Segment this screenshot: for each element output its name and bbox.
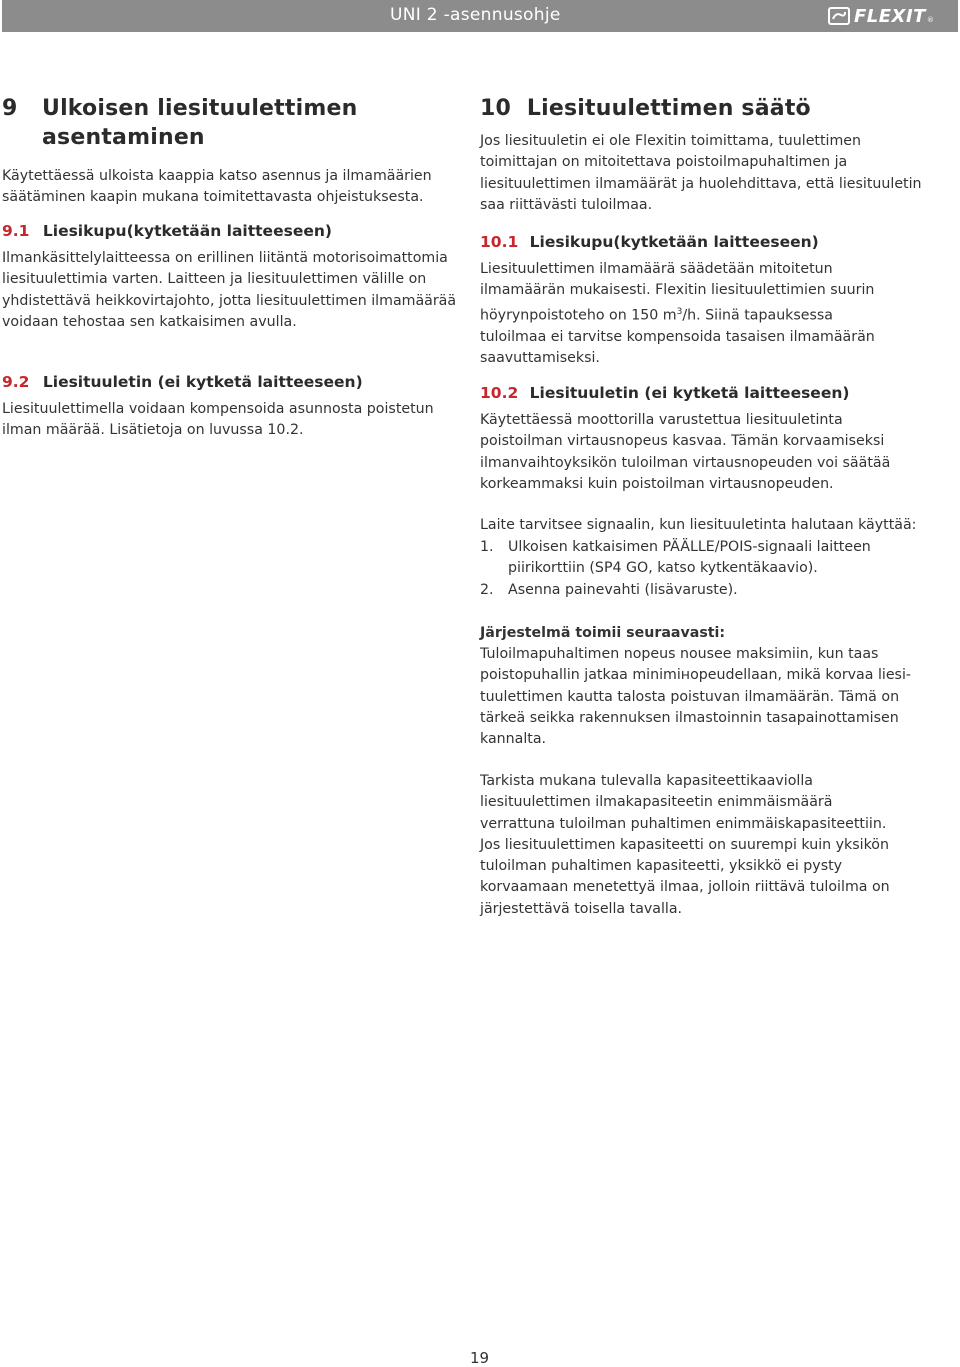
- signal-steps-list: [480, 537, 920, 601]
- section-10-2-number: 10.2: [480, 384, 519, 402]
- section-10-1-text: [480, 259, 900, 369]
- section-9-2-title: Liesituuletin (ei kytketä laitteeseen): [42, 373, 363, 391]
- section-9-intro: Käytettäessä ulkoista kaappia katso asennus ja ilmamäärien säätäminen kaapin mukana toimitettavasta ohjeistuksesta.: [2, 168, 432, 206]
- section-10-2-text: Käytettäessä moottorilla varustettua liesituuletinta poistoilman virtausnopeus kasvaa. Tämän korvaamiseksi ilmanvaihtoyksikön tuloilman virtausnopeuden voi säätää korkeammaksi kuin poistoilman virtausnopeuden.: [480, 412, 891, 492]
- logo-text: FLEXIT: [854, 5, 926, 27]
- section-10-intro: Jos liesituuletin ei ole Flexitin toimittama, tuulettimen toimittajan on mitoitettava poistoilmapuhaltimen ja liesituulettimen ilmamäärät ja huolehdittava, että liesituuletin saa riittävästi tuloilmaa.: [480, 133, 922, 213]
- section-9-2-number: 9.2: [2, 373, 30, 391]
- section-9-number: 9: [2, 96, 18, 121]
- list-item-number: 1.: [480, 539, 494, 555]
- page-header: [2, 0, 958, 32]
- section-9-2-text: Liesituulettimella voidaan kompensoida asunnosta poistetun ilman määrää. Lisätietoja on luvussa 10.2.: [2, 401, 434, 439]
- logo-registered-mark: ®: [926, 16, 934, 24]
- list-item: [480, 537, 920, 580]
- section-10-2-title: Liesituuletin (ei kytketä laitteeseen): [529, 384, 850, 402]
- section-9-1-text: Ilmankäsittelylaitteessa on erillinen liitäntä motorisoimattomia liesituulettimia varten. Laitteen ja liesituulettimen välille on yhdistettävä heikkovirtajohto, jotta liesituulettimen ilmamäärää voidaan tehostaa sen katkaisimen avulla.: [2, 250, 457, 330]
- section-10-1-text-b: /h. Siinä tapauksessa tuloilmaa ei tarvitse kompensoida tasaisen ilmamäärän saavuttamiseksi.: [480, 307, 875, 366]
- section-9-2-heading: [2, 372, 457, 392]
- system-heading: Järjestelmä toimii seuraavasti:: [480, 625, 726, 641]
- section-10-title: Liesituulettimen säätö: [526, 96, 811, 121]
- document-title: UNI 2 -asennusohje: [390, 5, 561, 25]
- section-10-2-heading: [480, 383, 940, 403]
- section-10-1-text-a: Liesituulettimen ilmamäärä säädetään mitoitetun ilmamäärän mukaisesti. Flexitin liesituulettimien suurin höyrynpoistoteho on 150 m: [480, 261, 875, 324]
- section-9-title-line2: asentaminen: [42, 125, 205, 150]
- section-10-1-heading: [480, 232, 940, 252]
- section-9-title-line1: Ulkoisen liesituulettimen: [42, 96, 358, 121]
- system-text: Tuloilmapuhaltimen nopeus nousee maksimiin, kun taas poistopuhallin jatkaa minimінopeudellaan, mikä korvaa liesi-tuulettimen kautta talosta poistuvan ilmamäärän. Tämä on tärkeä seikka rakennuksen ilmastoinnin tasapainottamisen kannalta.: [480, 646, 912, 748]
- list-item-text: Asenna painevahti (lisävaruste).: [508, 581, 738, 598]
- section-9-1-number: 9.1: [2, 222, 30, 240]
- superscript-3: 3: [676, 306, 683, 317]
- section-10-1-title: Liesikupu(kytketään laitteeseen): [529, 233, 819, 251]
- list-item-number: 2.: [480, 581, 494, 598]
- section-9-heading: [2, 94, 457, 152]
- flexit-logo: [828, 6, 934, 26]
- check-text: Tarkista mukana tulevalla kapasiteettikaaviolla liesituulettimen ilmakapasiteetin enimmäismäärä verrattuna tuloilman puhaltimen enimmäiskapasiteettiin. Jos liesituulettimen kapasiteetti on suurempi kuin yksikön tuloilman puhaltimen kapasiteetti, yksikkö ei pysty korvaamaan menetettyä ilmaa, jolloin riittävä tuloilma on järjestettävä toisella tavalla.: [480, 773, 890, 917]
- section-9-1-heading: [2, 221, 457, 241]
- list-item: [480, 580, 920, 601]
- list-item-text: Ulkoisen katkaisimen PÄÄLLE/POIS-signaali laitteen piirikorttiin (SP4 GO, katso kytkentäkaavio).: [508, 539, 871, 577]
- page-number: 19: [470, 1349, 490, 1367]
- section-10-heading: [480, 94, 940, 123]
- flexit-swirl-icon: [828, 7, 850, 25]
- signal-intro: Laite tarvitsee signaalin, kun liesituuletinta halutaan käyttää:: [480, 517, 917, 533]
- section-10-number: 10: [480, 96, 512, 121]
- section-10-1-number: 10.1: [480, 233, 519, 251]
- section-9-1-title: Liesikupu(kytketään laitteeseen): [42, 222, 332, 240]
